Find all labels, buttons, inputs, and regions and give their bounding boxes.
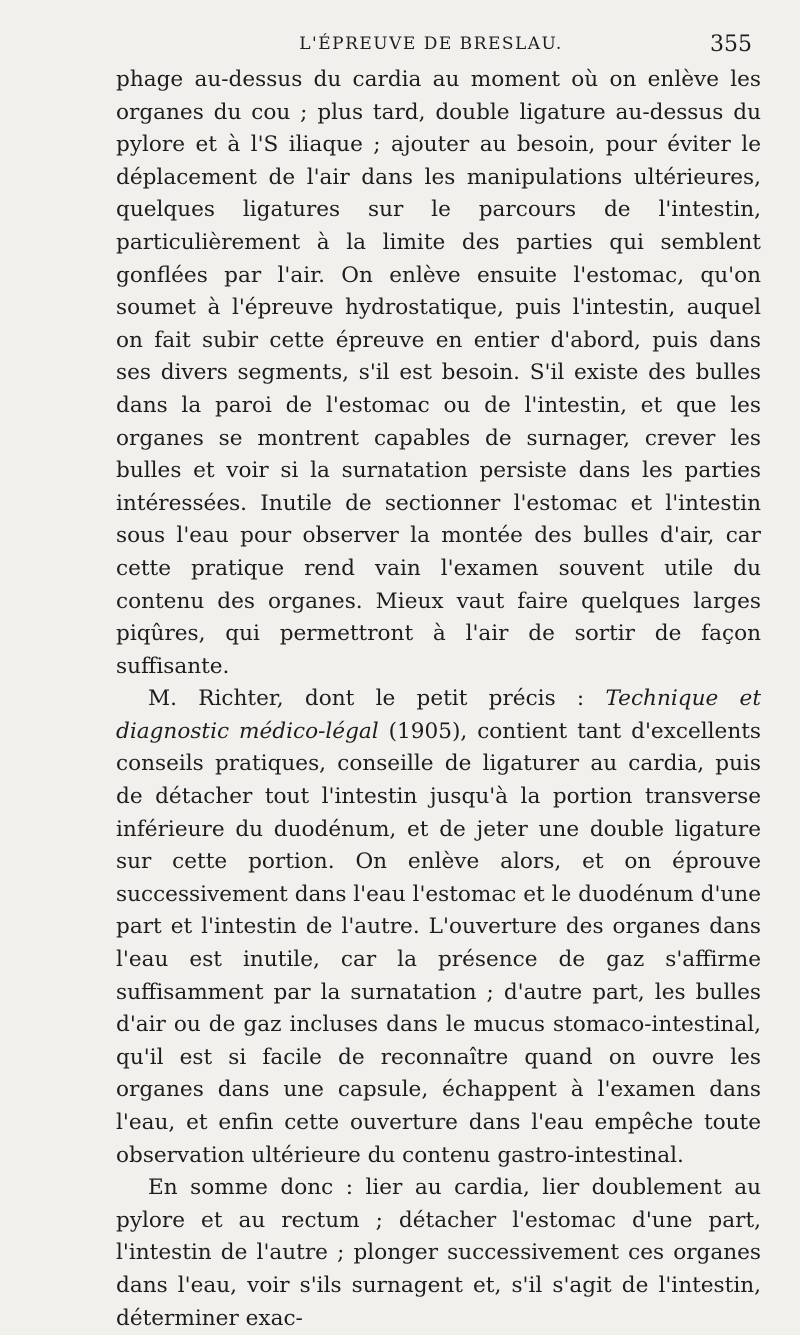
running-header [110, 34, 752, 60]
book-title-italic: Technique et diagnostic médico-légal [116, 686, 761, 744]
paragraph-3: En somme donc : lier au cardia, lier doublement au pylore et au rectum ; détacher l'estomac d'une part, l'intestin de l'autre ; plonger successivement ces organes dans l'eau, voir s'ils surnagent et, s'il s'agit de l'intestin, déterminer exac- [116, 1175, 761, 1331]
page-number: 355 [710, 32, 752, 57]
paragraph-2-rest: (1905), contient tant d'excellents conseils pratiques, conseille de ligaturer au cardia, puis de détacher tout l'intestin jusqu'à la portion transverse inférieure du duodénum, et de jeter une double ligature sur cette portion. On enlève alors, et on éprouve successivement dans l'eau l'estomac et le duodénum d'une part et l'intestin de l'autre. L'ouverture des organes dans l'eau est inutile, car la présence de gaz s'affirme suffisamment par la surnatation ; d'autre part, les bulles d'air ou de gaz incluses dans le mucus stomaco-intestinal, qu'il est si facile de reconnaître quand on ouvre les organes dans une capsule, échappent à l'examen dans l'eau, et enfin cette ouverture dans l'eau empêche toute observation ultérieure du contenu gastro-intestinal. [116, 718, 761, 1168]
body-text [116, 64, 761, 1335]
running-title: L'ÉPREUVE DE BRESLAU. [299, 34, 563, 54]
paragraph-1: phage au-dessus du cardia au moment où on enlève les organes du cou ; plus tard, double ligature au-dessus du pylore et à l'S iliaque ; ajouter au besoin, pour éviter le déplacement de l'air dans les manipulations ultérieures, quelques ligatures sur le parcours de l'intestin, particulièrement à la limite des parties qui semblent gonflées par l'air. On enlève ensuite l'estomac, qu'on soumet à l'épreuve hydrostatique, puis l'intestin, auquel on fait subir cette épreuve en entier d'abord, puis dans ses divers segments, s'il est besoin. S'il existe des bulles dans la paroi de l'estomac ou de l'intestin, et que les organes se montrent capables de surnager, crever les bulles et voir si la surnatation persiste dans les parties intéressées. Inutile de sectionner l'estomac et l'intestin sous l'eau pour observer la montée des bulles d'air, car cette pratique rend vain l'examen souvent utile du contenu des organes. Mieux vaut faire quelques larges piqûres, qui permettront à l'air de sortir de façon suffisante. [116, 67, 761, 679]
paragraph-2-start: M. Richter, dont le petit précis : [148, 686, 606, 712]
paragraph-2 [116, 683, 761, 1172]
